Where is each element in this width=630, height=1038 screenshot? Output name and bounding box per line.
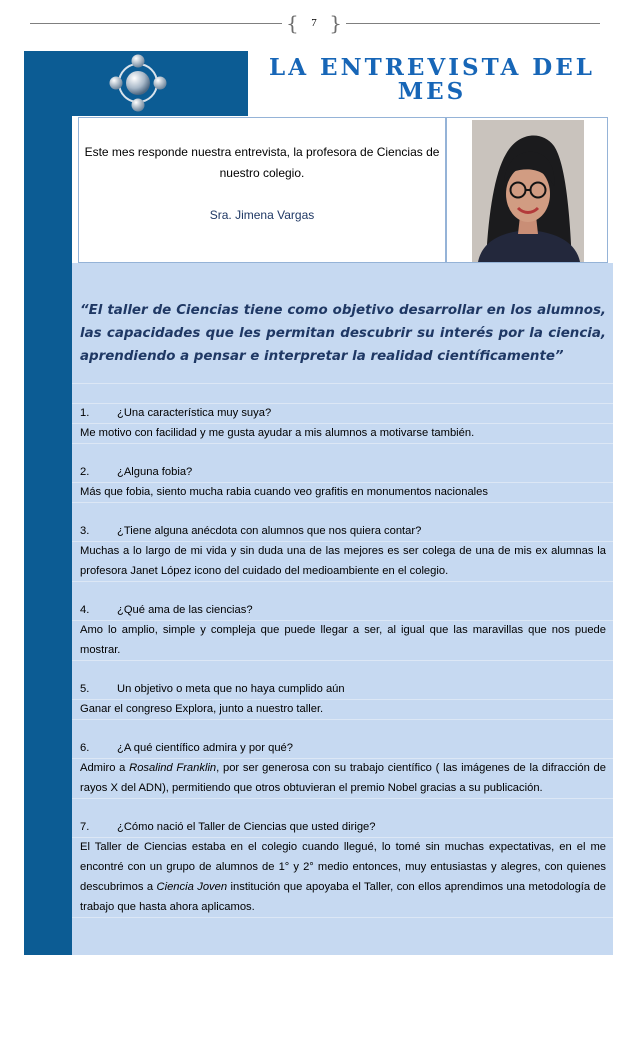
question-number: 5. xyxy=(80,683,90,695)
teacher-portrait-icon xyxy=(472,120,584,262)
question-number: 7. xyxy=(80,821,90,833)
page-number-box xyxy=(286,13,342,35)
answer-6 xyxy=(80,758,606,798)
question-number: 2. xyxy=(80,466,90,478)
panel-line xyxy=(72,581,613,582)
page-title: LA ENTREVISTA DEL MES xyxy=(269,54,595,105)
intro-text: Este mes responde nuestra entrevista, la profesora de Ciencias de nuestro colegio. xyxy=(84,145,440,180)
panel-line xyxy=(72,917,613,918)
orbit-atom-logo-icon xyxy=(106,52,170,114)
question-7 xyxy=(80,817,376,837)
brace-left-icon: { xyxy=(286,11,299,35)
answer-1: Me motivo con facilidad y me gusta ayudar a mis alumnos a motivarse también. xyxy=(80,427,475,439)
panel-line xyxy=(72,383,613,384)
answer-3: Muchas a lo largo de mi vida y sin duda una de las mejores es ser colega de una de mis ex alumnas la profesora Janet López icono del cuidado del medioambiente en el colegio. xyxy=(80,545,606,577)
brace-right-icon: } xyxy=(329,11,342,35)
answer-2: Más que fobia, siento mucha rabia cuando veo grafitis en monumentos nacionales xyxy=(80,486,488,498)
question-text: ¿Tiene alguna anécdota con alumnos que nos quiera contar? xyxy=(117,525,422,537)
question-text: ¿Qué ama de las ciencias? xyxy=(117,604,253,616)
answer-text: , por ser generosa con su trabajo científico ( las imágenes de la difracción de rayos X del ADN), permitiendo que otros obtuvieran el premio Nobel gracias a su publicación. xyxy=(80,762,606,794)
scientist-name: Rosalind Franklin xyxy=(129,762,217,774)
answer-4: Amo lo amplio, simple y compleja que puede llegar a ser, al igual que las maravillas que nos puede mostrar. xyxy=(80,624,606,656)
question-1 xyxy=(80,403,271,423)
question-text: ¿A qué científico admira y por qué? xyxy=(117,742,293,754)
question-4 xyxy=(80,600,253,620)
answer-text: Admiro a xyxy=(80,762,130,774)
answer-7 xyxy=(80,837,606,917)
question-number: 3. xyxy=(80,525,90,537)
header-rule-right xyxy=(346,23,600,24)
panel-line xyxy=(72,798,613,799)
question-text: ¿Alguna fobia? xyxy=(117,466,193,478)
left-side-bar xyxy=(24,51,72,955)
question-5 xyxy=(80,679,345,699)
interview-panel xyxy=(72,263,613,955)
intro-box xyxy=(78,117,446,263)
question-number: 6. xyxy=(80,742,90,754)
header-rule-left xyxy=(30,23,282,24)
question-text: ¿Una característica muy suya? xyxy=(117,407,272,419)
question-number: 1. xyxy=(80,407,90,419)
panel-line xyxy=(72,443,613,444)
question-text: ¿Cómo nació el Taller de Ciencias que usted dirige? xyxy=(117,821,376,833)
photo-frame xyxy=(446,117,608,263)
answer-5: Ganar el congreso Explora, junto a nuestro taller. xyxy=(80,703,324,715)
page-number: 7 xyxy=(311,17,317,29)
panel-line xyxy=(72,660,613,661)
question-number: 4. xyxy=(80,604,90,616)
question-3 xyxy=(80,521,421,541)
question-2 xyxy=(80,462,192,482)
interviewee-name: Sra. Jimena Vargas xyxy=(209,208,315,222)
panel-line xyxy=(72,502,613,503)
institution-name: Ciencia Joven xyxy=(156,881,228,893)
pull-quote: “El taller de Ciencias tiene como objetivo desarrollar en los alumnos, las capacidades que les permitan descubrir su interés por la ciencia, aprendiendo a pensar e interpretar la realidad científicamente” xyxy=(80,303,606,364)
question-6 xyxy=(80,738,293,758)
panel-line xyxy=(72,719,613,720)
answer-text: institución que apoyaba el Taller, con ellos aprendimos una metodología de trabajo que hasta ahora aplicamos. xyxy=(80,881,606,913)
question-text: Un objetivo o meta que no haya cumplido aún xyxy=(117,683,345,695)
answer-text: El Taller de Ciencias estaba en el colegio cuando llegué, lo tomé sin muchas expectativas, en el me encontré con un grupo de alumnos de 1° y 2° medio entonces, muy entusiastas y alegres, con quienes descubrimos a xyxy=(80,841,606,893)
